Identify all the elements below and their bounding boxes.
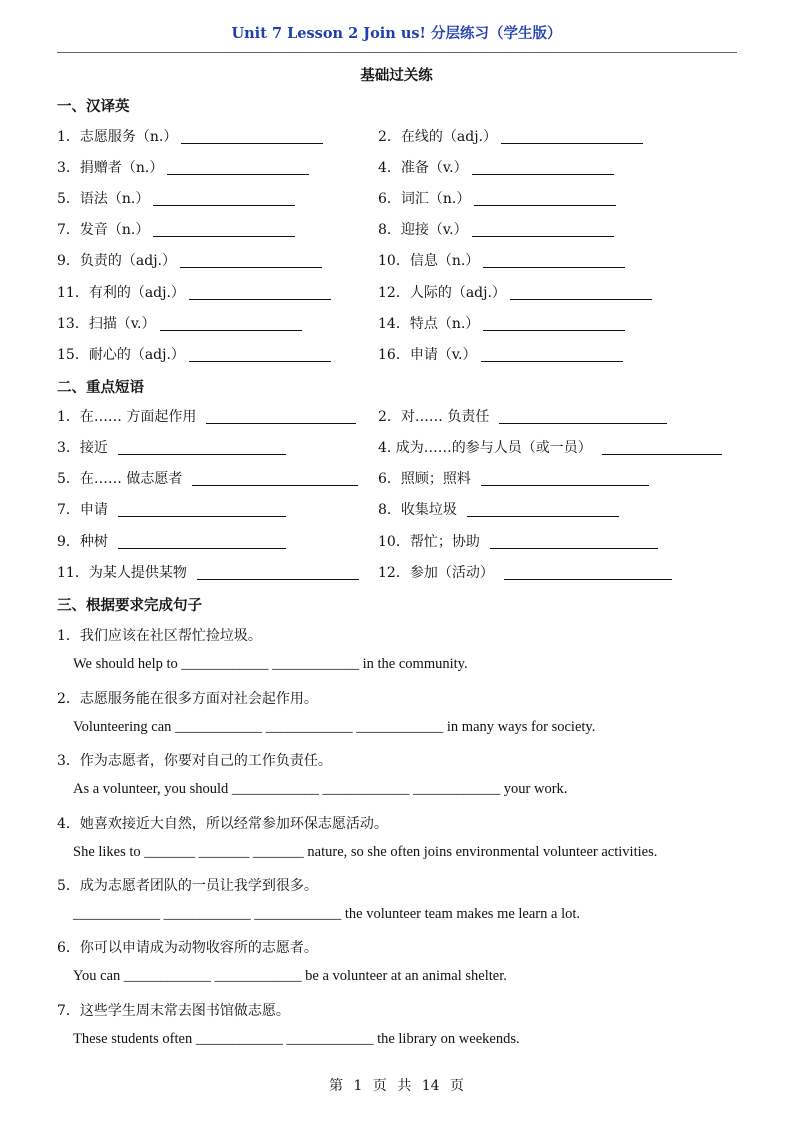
vocab-item: 15．耐心的（adj.） (57, 344, 331, 364)
sentence-prompt: 3．作为志愿者，你要对自己的工作负责任。 (57, 753, 332, 769)
answer-blank[interactable] (472, 160, 614, 175)
phrase-item: 2．对…… 负责任 (378, 406, 667, 426)
answer-blank[interactable] (499, 409, 667, 424)
answer-blank[interactable] (481, 471, 649, 486)
sentence-answer-line[interactable]: She likes to _______ _______ _______ nature, so she often joins environmental volunteer activities. (73, 844, 658, 860)
vocab-item: 10．信息（n.） (378, 250, 625, 270)
vocab-item: 14．特点（n.） (378, 313, 625, 333)
answer-blank[interactable] (472, 222, 614, 237)
answer-blank[interactable] (189, 285, 331, 300)
phrase-item: 11．为某人提供某物 (57, 562, 359, 582)
answer-blank[interactable] (153, 222, 295, 237)
phrase-item: 10．帮忙；协助 (378, 531, 658, 551)
phrase-item: 4. 成为……的参与人员（或一员） (378, 437, 722, 457)
vocab-item: 16．申请（v.） (378, 344, 623, 364)
sentence-answer-line[interactable]: We should help to ____________ ____________ in the community. (73, 656, 468, 672)
sentence-answer-line[interactable]: Volunteering can ____________ ____________ ____________ in many ways for society. (73, 719, 596, 735)
sentence-answer-line[interactable]: As a volunteer, you should ____________ ____________ ____________ your work. (73, 781, 568, 797)
answer-blank[interactable] (180, 253, 322, 268)
section1-heading: 一、汉译英 (57, 98, 130, 115)
phrase-item: 12．参加（活动） (378, 562, 672, 582)
section2-heading: 二、重点短语 (57, 379, 144, 396)
answer-blank[interactable] (490, 534, 658, 549)
vocab-item: 8．迎接（v.） (378, 219, 614, 239)
sentence-prompt: 5．成为志愿者团队的一员让我学到很多。 (57, 878, 318, 894)
vocab-item: 7．发音（n.） (57, 219, 295, 239)
answer-blank[interactable] (197, 565, 359, 580)
page-number: 第 1 页 共 14 页 (329, 1078, 464, 1094)
vocab-item: 2．在线的（adj.） (378, 126, 643, 146)
answer-blank[interactable] (118, 502, 286, 517)
vocab-item: 1．志愿服务（n.） (57, 126, 323, 146)
phrase-item: 6．照顾；照料 (378, 468, 649, 488)
answer-blank[interactable] (467, 502, 619, 517)
vocab-item: 9．负责的（adj.） (57, 250, 322, 270)
sentence-prompt: 7．这些学生周末常去图书馆做志愿。 (57, 1003, 290, 1019)
answer-blank[interactable] (118, 440, 286, 455)
phrase-item: 1．在…… 方面起作用 (57, 406, 356, 426)
answer-blank[interactable] (167, 160, 309, 175)
answer-blank[interactable] (483, 316, 625, 331)
answer-blank[interactable] (118, 534, 286, 549)
section3-heading: 三、根据要求完成句子 (57, 597, 202, 614)
answer-blank[interactable] (602, 440, 722, 455)
header-rule (57, 52, 737, 53)
answer-blank[interactable] (474, 191, 616, 206)
vocab-item: 6．词汇（n.） (378, 188, 616, 208)
answer-blank[interactable] (504, 565, 672, 580)
answer-blank[interactable] (160, 316, 302, 331)
vocab-item: 13．扫描（v.） (57, 313, 302, 333)
vocab-item: 12．人际的（adj.） (378, 282, 652, 302)
answer-blank[interactable] (189, 347, 331, 362)
answer-blank[interactable] (153, 191, 295, 206)
answer-blank[interactable] (483, 253, 625, 268)
vocab-item: 11．有利的（adj.） (57, 282, 331, 302)
vocab-item: 5．语法（n.） (57, 188, 295, 208)
phrase-item: 5．在…… 做志愿者 (57, 468, 358, 488)
answer-blank[interactable] (510, 285, 652, 300)
vocab-item: 3．捐赠者（n.） (57, 157, 309, 177)
answer-blank[interactable] (192, 471, 358, 486)
sentence-answer-line[interactable]: You can ____________ ____________ be a volunteer at an animal shelter. (73, 968, 507, 984)
sentence-prompt: 1．我们应该在社区帮忙捡垃圾。 (57, 628, 262, 644)
sentence-answer-line[interactable]: ____________ ____________ ____________ the volunteer team makes me learn a lot. (73, 906, 581, 922)
answer-blank[interactable] (501, 129, 643, 144)
phrase-item: 7．申请 (57, 499, 286, 519)
phrase-item: 3．接近 (57, 437, 286, 457)
sentence-prompt: 2．志愿服务能在很多方面对社会起作用。 (57, 691, 318, 707)
sentence-prompt: 6．你可以申请成为动物收容所的志愿者。 (57, 940, 318, 956)
document-header: Unit 7 Lesson 2 Join us! 分层练习（学生版） (231, 25, 562, 42)
phrase-item: 8．收集垃圾 (378, 499, 619, 519)
phrase-item: 9．种树 (57, 531, 286, 551)
vocab-item: 4．准备（v.） (378, 157, 614, 177)
sentence-answer-line[interactable]: These students often ____________ ____________ the library on weekends. (73, 1031, 520, 1047)
sentence-prompt: 4．她喜欢接近大自然，所以经常参加环保志愿活动。 (57, 816, 388, 832)
answer-blank[interactable] (206, 409, 356, 424)
answer-blank[interactable] (181, 129, 323, 144)
answer-blank[interactable] (481, 347, 623, 362)
page-subtitle: 基础过关练 (360, 67, 433, 84)
